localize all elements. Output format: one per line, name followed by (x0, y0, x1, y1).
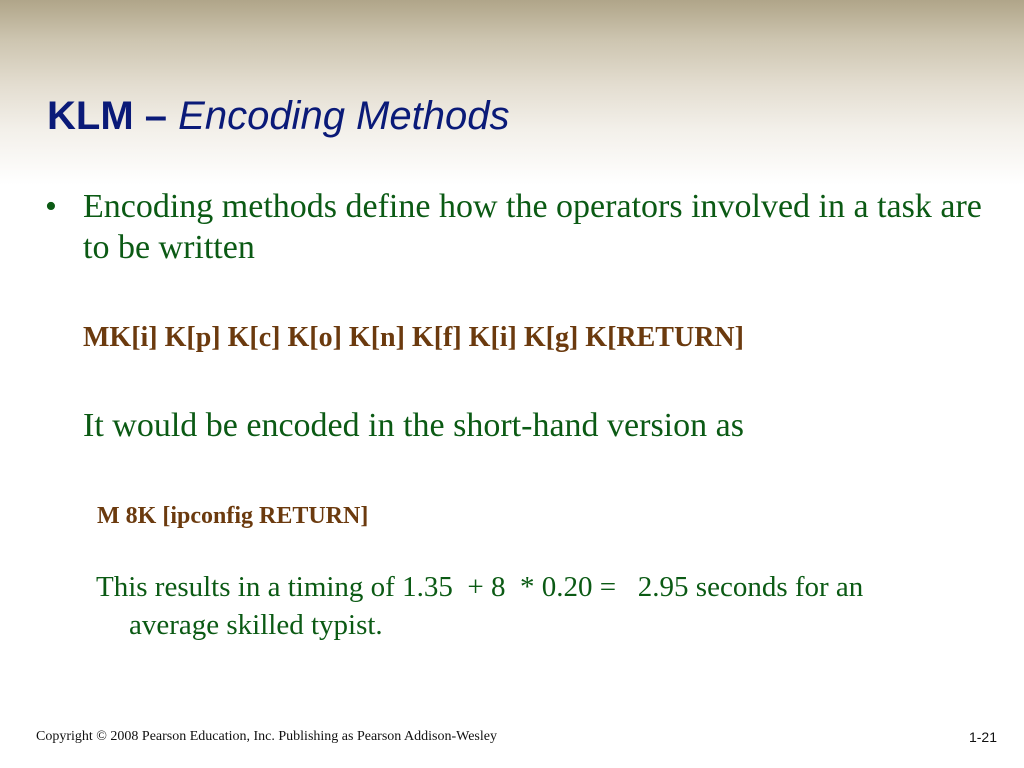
bullet-item (45, 186, 1010, 268)
shorthand-intro: It would be encoded in the short-hand version as (83, 407, 744, 444)
title-main: KLM (47, 94, 134, 138)
title-subtitle: Encoding Methods (178, 94, 510, 138)
title-dash: – (144, 94, 168, 138)
bullet-marker: • (45, 188, 57, 225)
timing-line-2: average skilled typist. (129, 609, 383, 641)
timing-statement (96, 568, 1011, 644)
page-number: 1-21 (968, 729, 997, 745)
shorthand-example: M 8K [ipconfig RETURN] (97, 503, 369, 529)
slide-title (47, 90, 509, 142)
encoding-example: MK[i] K[p] K[c] K[o] K[n] K[f] K[i] K[g] K[RETURN] (83, 322, 744, 353)
footer-copyright: Copyright © 2008 Pearson Education, Inc. Publishing as Pearson Addison-Wesley (36, 729, 497, 744)
timing-line-1: This results in a timing of 1.35 + 8 * 0.20 = 2.95 seconds for an (96, 571, 864, 603)
bullet-text: Encoding methods define how the operators involved in a task are to be written (83, 188, 982, 266)
